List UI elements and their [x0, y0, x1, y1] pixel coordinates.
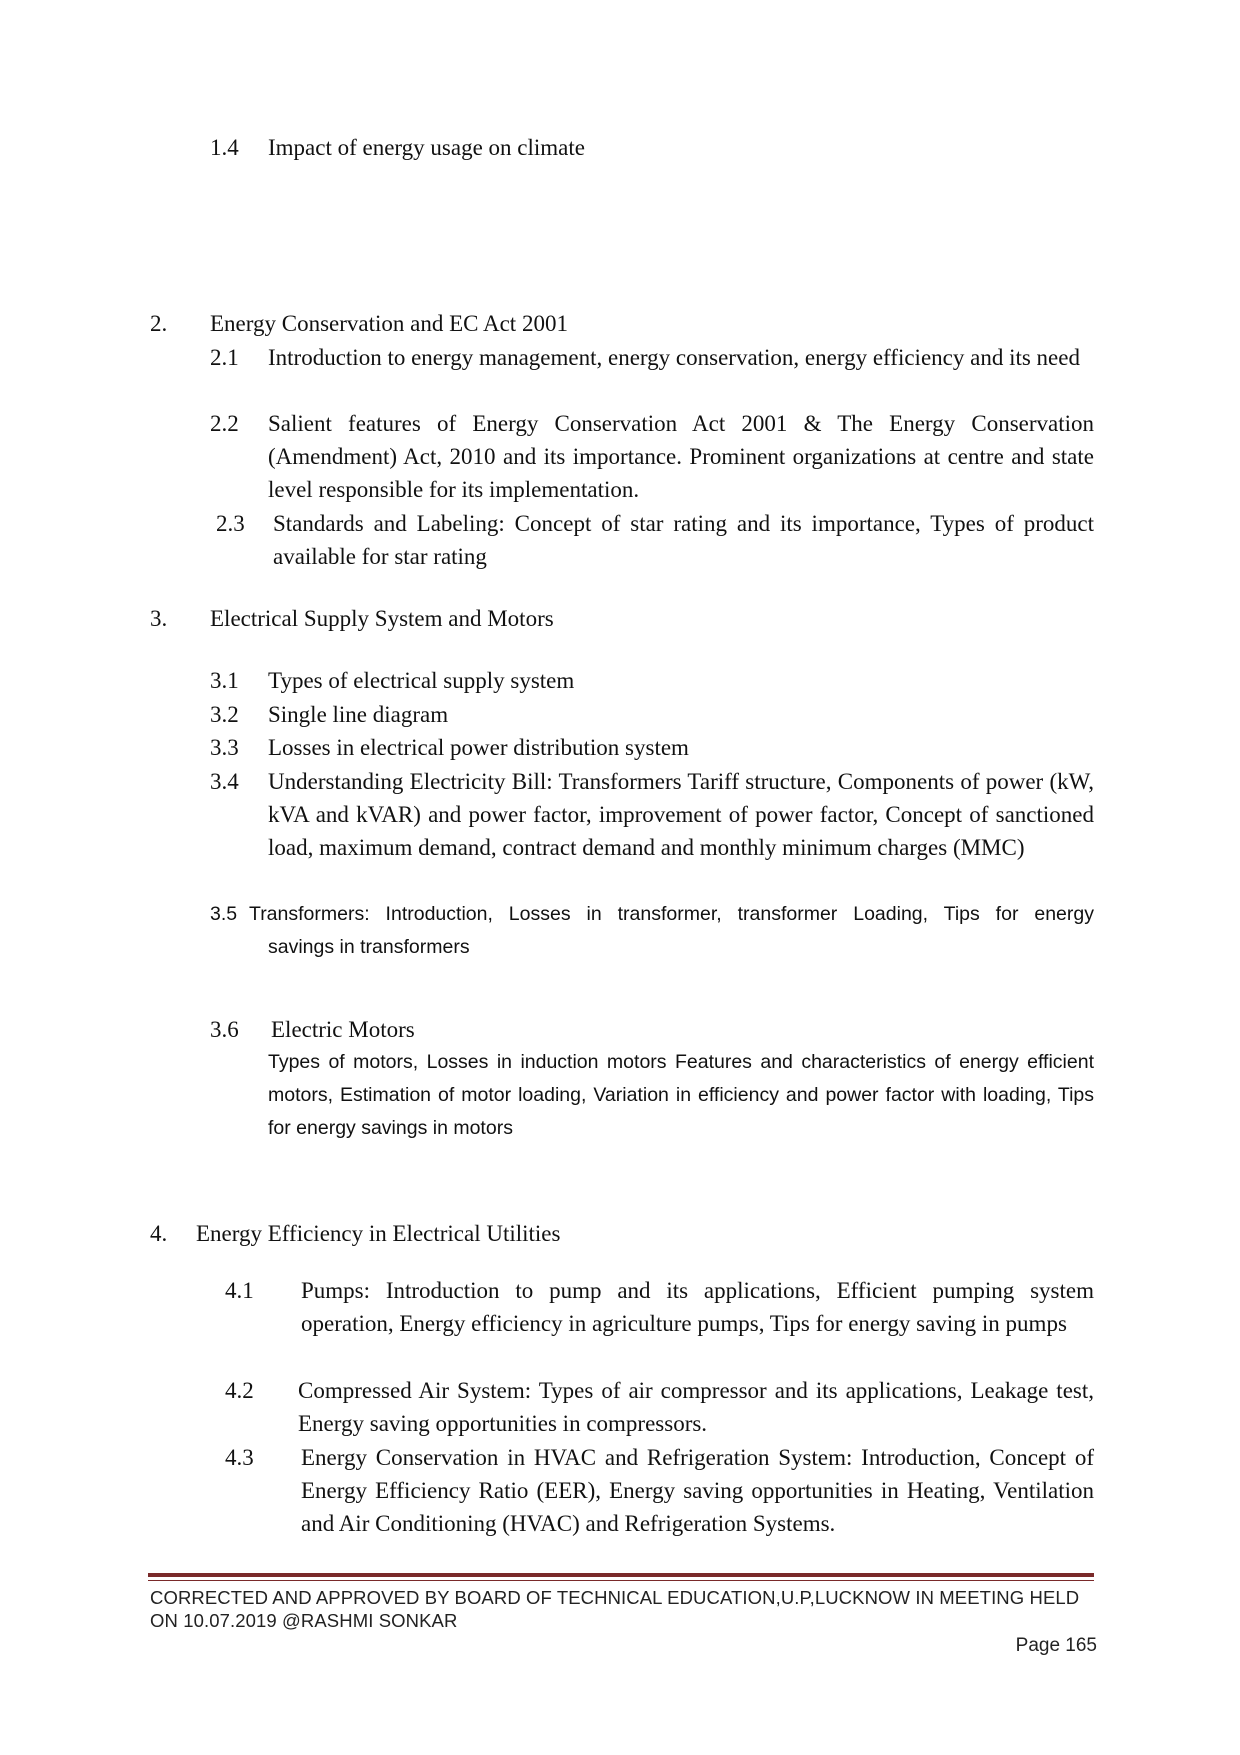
section-number: 2.3 — [216, 511, 245, 536]
section-text: Pumps: Introduction to pump and its applications, Efficient pumping system operation, Energy efficiency in agriculture pumps, Tips for energy saving in pumps — [301, 1278, 1094, 1336]
section-number: 3.5 — [210, 903, 238, 925]
chapter-number: 3. — [150, 606, 168, 631]
footer-line: ON 10.07.2019 @RASHMI SONKAR — [150, 1610, 458, 1631]
section-number: 1.4 — [210, 135, 239, 160]
section-title: Impact of energy usage on climate — [268, 135, 585, 160]
section-text: Understanding Electricity Bill: Transformers Tariff structure, Components of power (kW, kVA and kVAR) and power factor, improvement of power factor, Concept of sanctioned load, maximum demand, contract demand and monthly minimum charges (MMC) — [268, 769, 1094, 860]
section-text: Compressed Air System: Types of air compressor and its applications, Leakage test, Energy saving opportunities in compressors. — [298, 1378, 1094, 1436]
section-number: 2.1 — [210, 345, 239, 370]
section-title: Electric Motors — [271, 1017, 415, 1042]
section-number: 3.4 — [210, 769, 239, 794]
section-number: 2.2 — [210, 411, 239, 436]
section-text: Losses in electrical power distribution system — [268, 735, 689, 760]
footer-line: CORRECTED AND APPROVED BY BOARD OF TECHNICAL EDUCATION,U.P,LUCKNOW IN MEETING HELD — [150, 1587, 1080, 1608]
section-text-line: savings in transformers — [268, 936, 470, 958]
section-text: Types of motors, Losses in induction motors Features and characteristics of energy efficient motors, Estimation of motor loading, Variation in efficiency and power factor with loading, Tips for energy savings in motors — [268, 1051, 1094, 1139]
chapter-title: Energy Conservation and EC Act 2001 — [210, 311, 568, 336]
section-number: 3.6 — [210, 1017, 239, 1042]
section-text: Single line diagram — [268, 702, 449, 727]
section-text: Introduction to energy management, energy conservation, energy efficiency and its need — [268, 345, 1080, 370]
chapter-title: Energy Efficiency in Electrical Utilities — [196, 1221, 561, 1246]
section-number: 4.3 — [225, 1445, 254, 1470]
section-number: 3.3 — [210, 735, 239, 760]
section-text: Standards and Labeling: Concept of star rating and its importance, Types of product available for star rating — [273, 511, 1094, 569]
section-number: 4.2 — [225, 1378, 254, 1403]
chapter-number: 2. — [150, 311, 168, 336]
section-text: Energy Conservation in HVAC and Refrigeration System: Introduction, Concept of Energy Efficiency Ratio (EER), Energy saving opportunities in Heating, Ventilation and Air Conditioning (HVAC) and Refrigeration Systems. — [301, 1445, 1094, 1536]
footer-divider-thin — [148, 1580, 1094, 1581]
section-text: Salient features of Energy Conservation Act 2001 & The Energy Conservation (Amendment) Act, 2010 and its importance. Prominent organizations at centre and state level responsible for its implementation. — [268, 411, 1094, 502]
footer-divider — [148, 1573, 1094, 1577]
section-text: Types of electrical supply system — [268, 668, 575, 693]
footer-note — [150, 1586, 1100, 1632]
section-number: 3.2 — [210, 702, 239, 727]
section-text-line: Transformers: Introduction, Losses in transformer, transformer Loading, Tips for energy — [249, 903, 1094, 925]
page-number: Page 165 — [1015, 1635, 1097, 1656]
section-number: 4.1 — [225, 1278, 254, 1303]
chapter-title: Electrical Supply System and Motors — [210, 606, 554, 631]
section-number: 3.1 — [210, 668, 239, 693]
chapter-number: 4. — [150, 1221, 168, 1246]
